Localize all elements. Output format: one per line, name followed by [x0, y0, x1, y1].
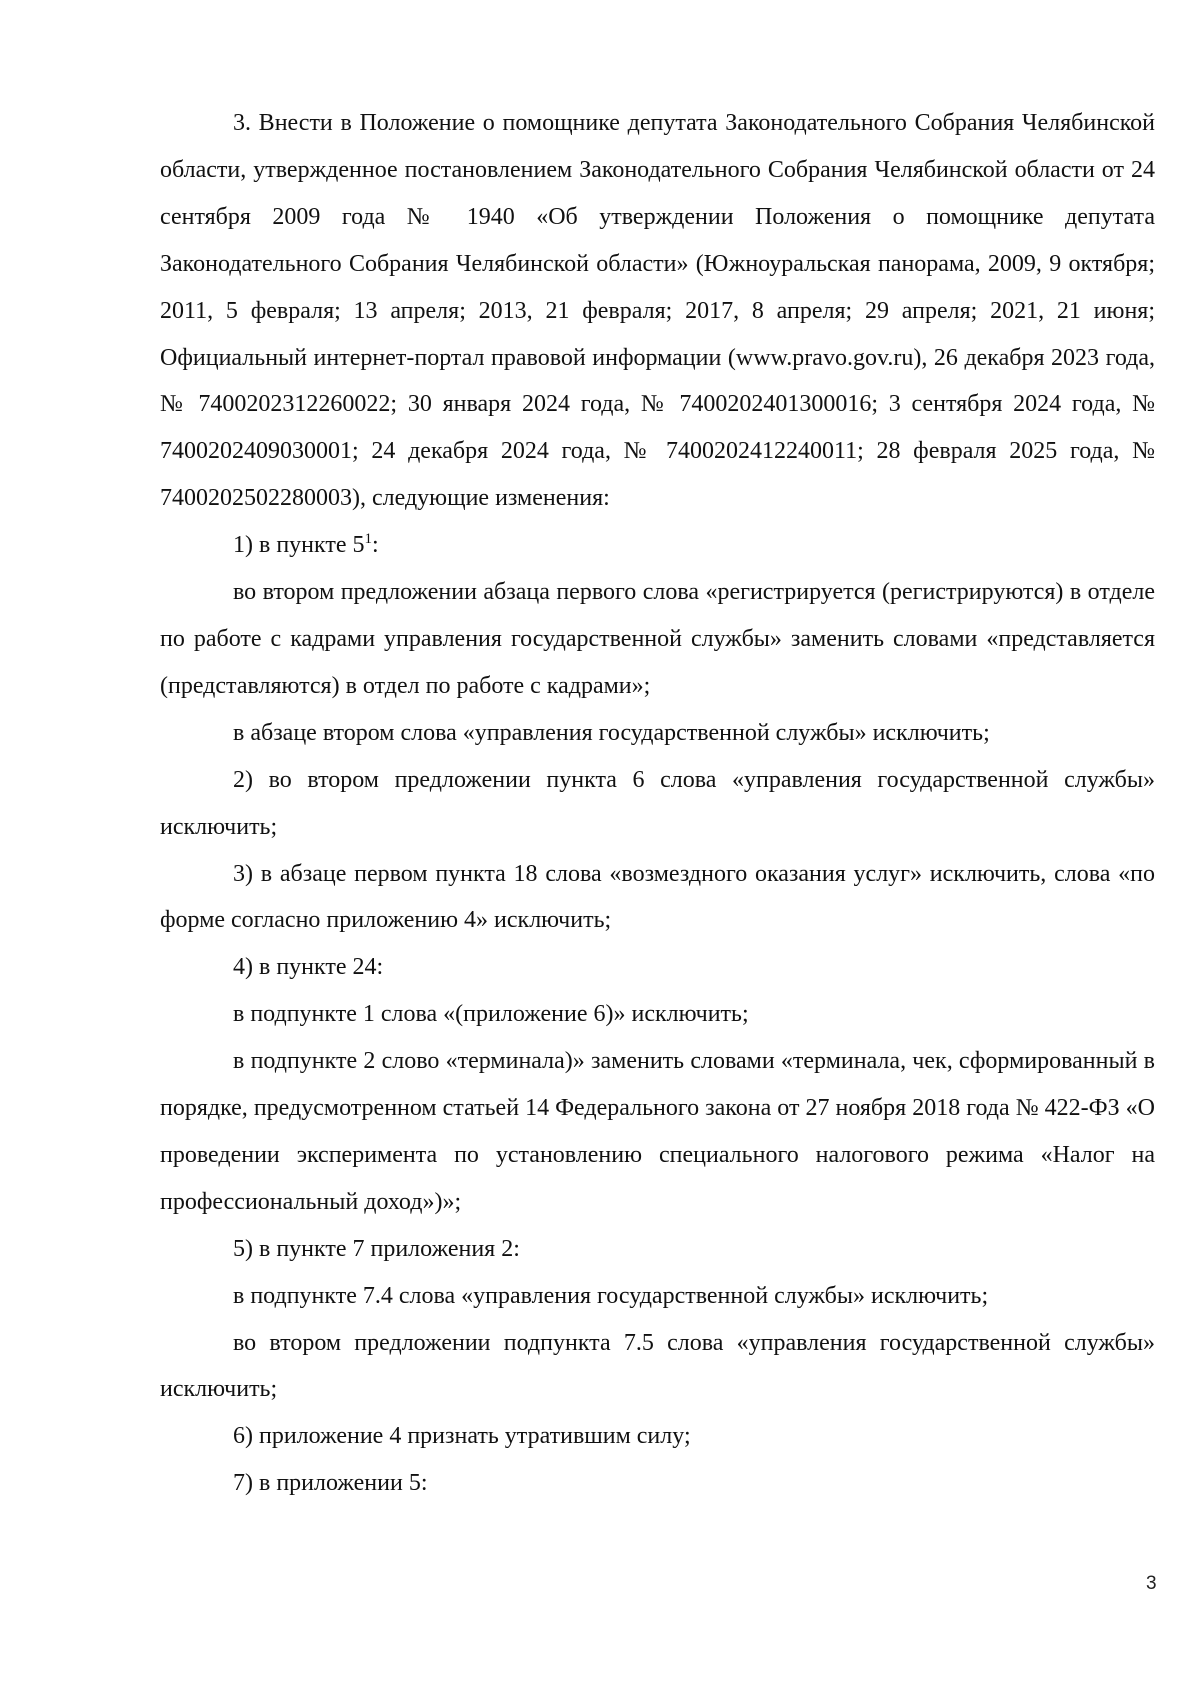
item-1-suffix: :	[372, 532, 379, 559]
paragraph-item-3-intro: 3. Внести в Положение о помощнике депутата Законодательного Собрания Челябинской области, утвержденное постановлением Законодательного Собрания Челябинской области от 24 сентября 2009 года № 1940 «Об утверждении Положения о помощнике депутата Законодательного Собрания Челябинской области» (Южноуральская панорама, 2009, 9 октября; 2011, 5 февраля; 13 апреля; 2013, 21 февраля; 2017, 8 апреля; 29 апреля; 2021, 21 июня; Официальный интернет-портал правовой информации (www.pravo.gov.ru), 26 декабря 2023 года, № 7400202312260022; 30 января 2024 года, № 7400202401300016; 3 сентября 2024 года, № 7400202409030001; 24 декабря 2024 года, № 7400202412240011; 28 февраля 2025 года, № 7400202502280003), следующие изменения:	[160, 110, 1155, 512]
paragraph-item-1-subpara-1: во втором предложении абзаца первого слова «регистрируется (регистрируются) в отделе по работе с кадрами управления государственной службы» заменить словами «представляется (представляются) в отдел по работе с кадрами»;	[160, 579, 1155, 699]
item-1-prefix: 1) в пункте 5	[233, 532, 365, 559]
paragraph-item-1-subpara-2: в абзаце втором слова «управления государственной службы» исключить;	[233, 719, 990, 746]
paragraph-item-4-subpara-1: в подпункте 1 слова «(приложение 6)» исключить;	[233, 1001, 749, 1028]
paragraph-item-4-subpara-2: в подпункте 2 слово «терминала)» заменить словами «терминала, чек, сформированный в порядке, предусмотренном статьей 14 Федерального закона от 27 ноября 2018 года № 422-ФЗ «О проведении эксперимента по установлению специального налогового режима «Налог на профессиональный доход»)»;	[160, 1048, 1155, 1215]
paragraph-item-6: 6) приложение 4 признать утратившим силу;	[233, 1423, 691, 1450]
paragraph-item-3: 3) в абзаце первом пункта 18 слова «возмездного оказания услуг» исключить, слова «по форме согласно приложению 4» исключить;	[160, 860, 1155, 934]
paragraph-item-5-subpara-2: во втором предложении подпункта 7.5 слова «управления государственной службы» исключить;	[160, 1329, 1155, 1403]
paragraph-item-2: 2) во втором предложении пункта 6 слова «управления государственной службы» исключить;	[160, 766, 1155, 840]
item-1-superscript: 1	[364, 531, 372, 548]
paragraph-item-5: 5) в пункте 7 приложения 2:	[233, 1235, 520, 1262]
paragraph-item-7: 7) в приложении 5:	[233, 1470, 428, 1497]
paragraph-item-1	[160, 522, 1155, 569]
document-body	[160, 100, 1155, 1507]
paragraph-item-4: 4) в пункте 24:	[233, 954, 384, 981]
page-number: 3	[1146, 1573, 1157, 1594]
paragraph-item-5-subpara-1: в подпункте 7.4 слова «управления государственной службы» исключить;	[233, 1282, 989, 1309]
